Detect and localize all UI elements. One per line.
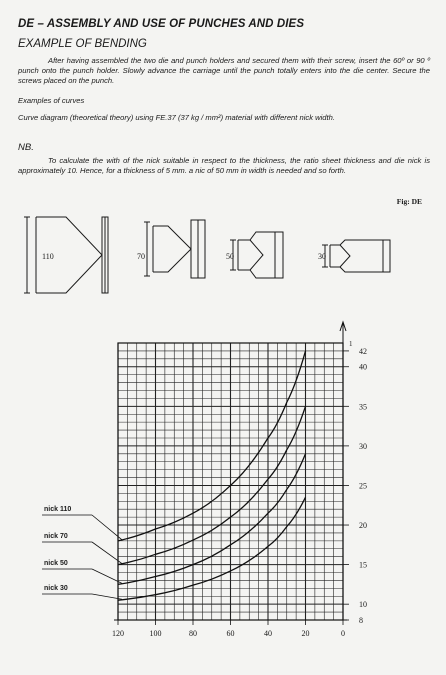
nb-paragraph: To calculate the with of the nick suitable in respect to the thickness, the ratio sheet thickness and die nick is approximately 10. Hence, for a thickness of 5 mm. a nic of 50 mm in width is needed and so forth. [18, 156, 430, 175]
series-label-nick-50: nick 50 [44, 560, 68, 567]
figure-label: Fig: DE [396, 197, 422, 206]
x-tick-label: 20 [301, 629, 310, 638]
y-tick-label: 30 [359, 441, 367, 451]
nb-label: NB. [18, 142, 34, 153]
series-label-nick-110: nick 110 [44, 506, 72, 513]
die-1-dimension: 110 [42, 252, 54, 261]
y-tick-label: 8 [359, 616, 363, 625]
section-subtitle: EXAMPLE OF BENDING [18, 38, 147, 50]
y-tick-label: 20 [359, 521, 367, 531]
y-tick-label: 15 [359, 560, 367, 570]
x-tick-label: 80 [189, 629, 197, 638]
die-2-dimension: 70 [137, 252, 145, 261]
die-4-dimension: 30 [318, 252, 326, 261]
examples-label: Examples of curves [18, 96, 85, 105]
y-tick-label: 25 [359, 481, 367, 491]
series-label-nick-70: nick 70 [44, 533, 68, 540]
y-tick-label: 10 [359, 600, 367, 610]
x-tick-label: 40 [264, 629, 272, 638]
y-tick-label: 42 [359, 346, 367, 356]
x-tick-label: 100 [149, 629, 162, 638]
page-title: DE – ASSEMBLY AND USE OF PUNCHES AND DIES [18, 18, 305, 30]
x-tick-label: 0 [341, 629, 345, 638]
instructions-paragraph: After having assembled the two die and punch holders and secured them with their screw, insert the 60º or 90 º punch onto the punch holder. Slowly advance the carriage until the punch totally enters into the die center. Secure the screws placed on the punch. [18, 56, 430, 85]
die-3-dimension: 50 [226, 252, 234, 261]
x-tick-label: 60 [226, 629, 235, 638]
x-tick-label: 120 [112, 629, 124, 638]
y-tick-label: 40 [359, 362, 367, 372]
y-tick-label: 35 [359, 402, 367, 412]
series-label-nick-30: nick 30 [44, 585, 68, 592]
curve-caption: Curve diagram (theoretical theory) using FE.37 (37 kg / mm²) material with different nick width. [18, 113, 335, 122]
y-top-mark: 1 [349, 340, 353, 348]
